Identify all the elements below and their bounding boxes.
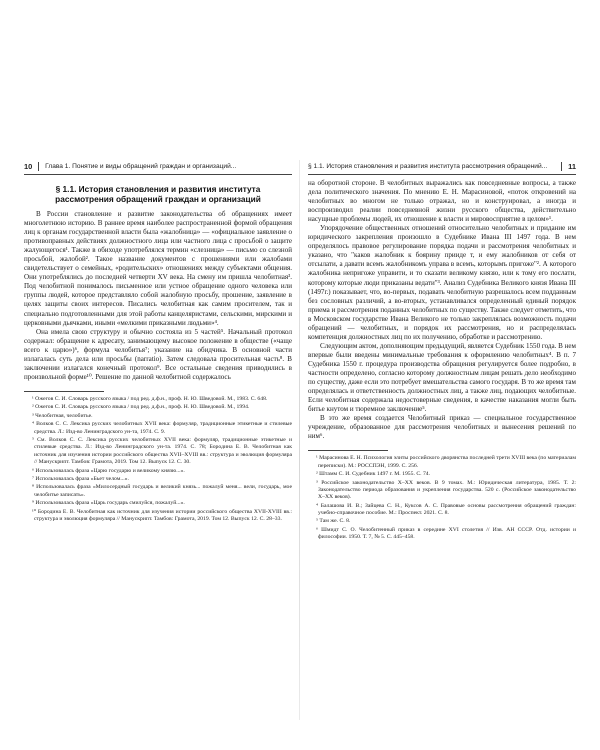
paragraph: на оборотной стороне. В челобитных выражались как повседневные вопросы, а также дела политического значения. По мнению Е. Н. Марасиновой, «поток откровений на челобитных во многом не только отражал, но и конструировал, а иногда и воспроизводил реалии повседневной жизни русского общества, действительно насущные проблемы людей, их отношение к власти и мировосприятие в целом»¹. [308,179,576,224]
footnote: ⁸ Использовалась фраза «Милосердный государь и великий князь... пожалуй меня... вели, государь, мое челобитье записать». [32,484,292,498]
right-page-number: 11 [568,161,576,171]
footnote: ⁴ Волков С. С. Лексика русских челобитных XVII века: формуляр, традиционные этикетные и стилевые средства. Л.: Изд-во Ленинградского ун-та, 1974. С. 9. [32,421,292,435]
footnote: ⁶ Шмидт С. О. Челобитенный приказ в середине XVI столетия // Изв. АН СССР. Отд. истории и философии. 1950. Т. 7, № 5. С. 445–458. [316,526,576,541]
footnote: ¹⁰ Бородина Е. В. Челобитная как источник для изучения истории российского общества XVII-XVIII вв.: структура и эволюция формуляра // Манускрипт. Тамбов: Грамота, 2019. Том 12. Выпуск 12. С. 28–33. [32,508,292,523]
paragraph: В это же время создается Челобитный приказ — специальное государственное учреждение, образованное для рассмотрения челобитных и вынесения решений по ним⁶. [308,414,576,441]
right-running-header [308,160,576,175]
footnote-rule [308,450,388,451]
blank-top-margin [0,0,600,160]
footnote: ² Ожегов С. И. Словарь русского языка / под ред. д.ф.н., проф. Н. Ю. Шведовой. М., 1994. [32,404,250,411]
footnote: ³ Российское законодательство X–XX веков. В 9 томах. М.: Юридическая литература, 1985. Т. 2: Законодательство периода образования и укрепления государства. 520 с. (Российское законодательство X–XX веков). [316,479,576,501]
right-footnotes [308,455,576,541]
left-running-header [24,160,292,175]
footnote: ⁵ См. Волков С. С. Лексика русских челобитных XVII века: формуляр, традиционные этикетные и стилевые средства. Л.: Изд-во Ленинградского ун-та. 1974. С. 78; Бородина Е. В. Челобитная как источник для изучения истории российского общества XVII–XVIII вв.: структура и эволюция формуляра // Манускрипт. Тамбов: Грамота, 2019. Том 12. Выпуск 12. С. 30. [32,437,292,466]
paragraph: В России становление и развитие законодательства об обращениях имеет многолетнюю историю. В раннее время наиболее распространенной формой обращения лиц к органам государственной власти была «жалобница» — «официальное заявление о противоправных действиях должностного лица или частного лица с просьбой о защите жалующегося¹. Также в обиходе употреблялся термин «слезница» — письмо со слезной просьбой, жалобой². Такое название документов с прошениями или жалобами свидетельствует о семейных, «родительских» отношениях между субъектами общения. Они употреблялись до последней четверти XV века. На смену им пришла челобитная³. Под челобитной понималось письменное или устное обращение одного человека или группы людей, которое представляло собой жалобную просьбу, прошение, заявление в целях защиты своих интересов. Писались челобитная как самим просителем, так и специально подготовленными для этой работы канцеляристами, сельскими, мирскими и церковными дьячками, иными «мелкими приказными людьми»⁴. [24,210,292,327]
left-chapter-title: Глава 1. Понятие и виды обращений граждан и организаций... [45,162,237,170]
footnote: ¹ Ожегов С. И. Словарь русского языка / под ред. д.ф.н., проф. Н. Ю. Шведовой. М., 1983. С. 648. [32,395,268,402]
footnote: ² Штамм С. И. Судебник 1497 г. М. 1955. С. 74. [316,471,431,478]
left-page-number: 10 [24,161,33,171]
left-footnotes [24,396,292,523]
header-divider [561,162,562,171]
right-page [308,160,576,543]
footnote: ⁶ Использовалась фраза «Царю государю и великому князю...». [32,467,185,474]
right-section-title: § 1.1. История становления и развития института рассмотрения обращений... [308,162,548,170]
footnote: ⁴ Балашова И. В.; Зайцева С. Н., Куксов А. С. Правовые основы рассмотрения обращений граждан: учебно-справочное пособие. М.: Проспект. 2021. С. 8. [316,502,576,516]
book-spine [299,160,300,720]
section-title: § 1.1. История становления и развития института рассмотрения обращений граждан и организаций [55,184,261,204]
paragraph: Следующим актом, дополняющим предыдущий, является Судебник 1550 года. В нем впервые были введены минимальные требования к оформлению челобитных⁴. В п. 7 Судебника 1550 г. процедура производства обращения регулируется более подробно, в частности определено, согласно которому должностным лицам решать дело необходимо по существу, даже если это потребует вмешательства самого государя. В то же время там определялась и ответственность должностных лиц, а также лиц, подающих челобитные. Если челобитная содержала недостоверные сведения, в качестве наказания могли быть битье кнутом и тюремное заключение⁵. [308,341,576,414]
header-divider [38,162,39,171]
left-page [24,160,292,525]
footnote-rule [24,391,104,392]
paragraph: Она имела свою структуру и обычно состояла из 5 частей⁵. Начальный протокол содержал: обращение к адресату, занимающему высокое положение в обществе («чаще всего к царю»)⁶, формула челобитья⁷; указание на обидчика. В основной части излагалась суть дела или просьбы (narratio). Затем следовала просительная часть⁸. В заключении излагался конечный протокол⁹. Все остальные сведения приводились в произвольной форме¹⁰. Решение по данной челобитной содержалось [24,327,292,381]
footnote: ⁹ Использовалась фраза «Царь государь смилуйся, пожалуй...». [32,500,185,507]
footnote: ⁵ Там же. С. 8. [316,518,351,525]
footnote: ³ Челобитная, челобитье. [32,412,93,419]
paragraph: Упорядочение общественных отношений относительно челобитных и придание им юридического закрепления произошло в Судебнике Ивана III 1497 года. В нем определялось правовое регулирование порядка подачи и рассмотрения челобитных и указано, что "каков жалобник к боярину прииде т, и ему жалобников от себя от отсылати, а давати всемъ жалобникомъ управа в всемъ, которымъ пригоже"². А которого жалобника непригоже управити, и то сказати великому князю, или к тому его послати, которому которые люди приказаны ведати"³. Анализ Судебника Великого князя Ивана III (1497г.) показывает, что, во-первых, подавать челобитную разрешалось всем подданным без сословных различий, а во-вторых, устанавливался определенный единый порядок приема и рассмотрения поданных челобитных по существу. Также следует отметить, что в Московском государстве Ивана Великого не только закреплялась возможность подачи обращений — челобитных, и порядок их рассмотрения, но и распределялась компетенция должностных лиц по их получению, обработке и рассмотрению. [308,224,576,341]
footnote: ⁷ Использовалась фраза «Бьет челом...». [32,475,129,482]
right-body-text [308,179,576,441]
footnote: ¹ Марасинова Е. Н. Психология элиты российского дворянства последней трети XVIII века (по материалам переписки). М.: РОССПЭН, 1999. С. 256. [316,455,576,469]
left-body-text [24,210,292,382]
